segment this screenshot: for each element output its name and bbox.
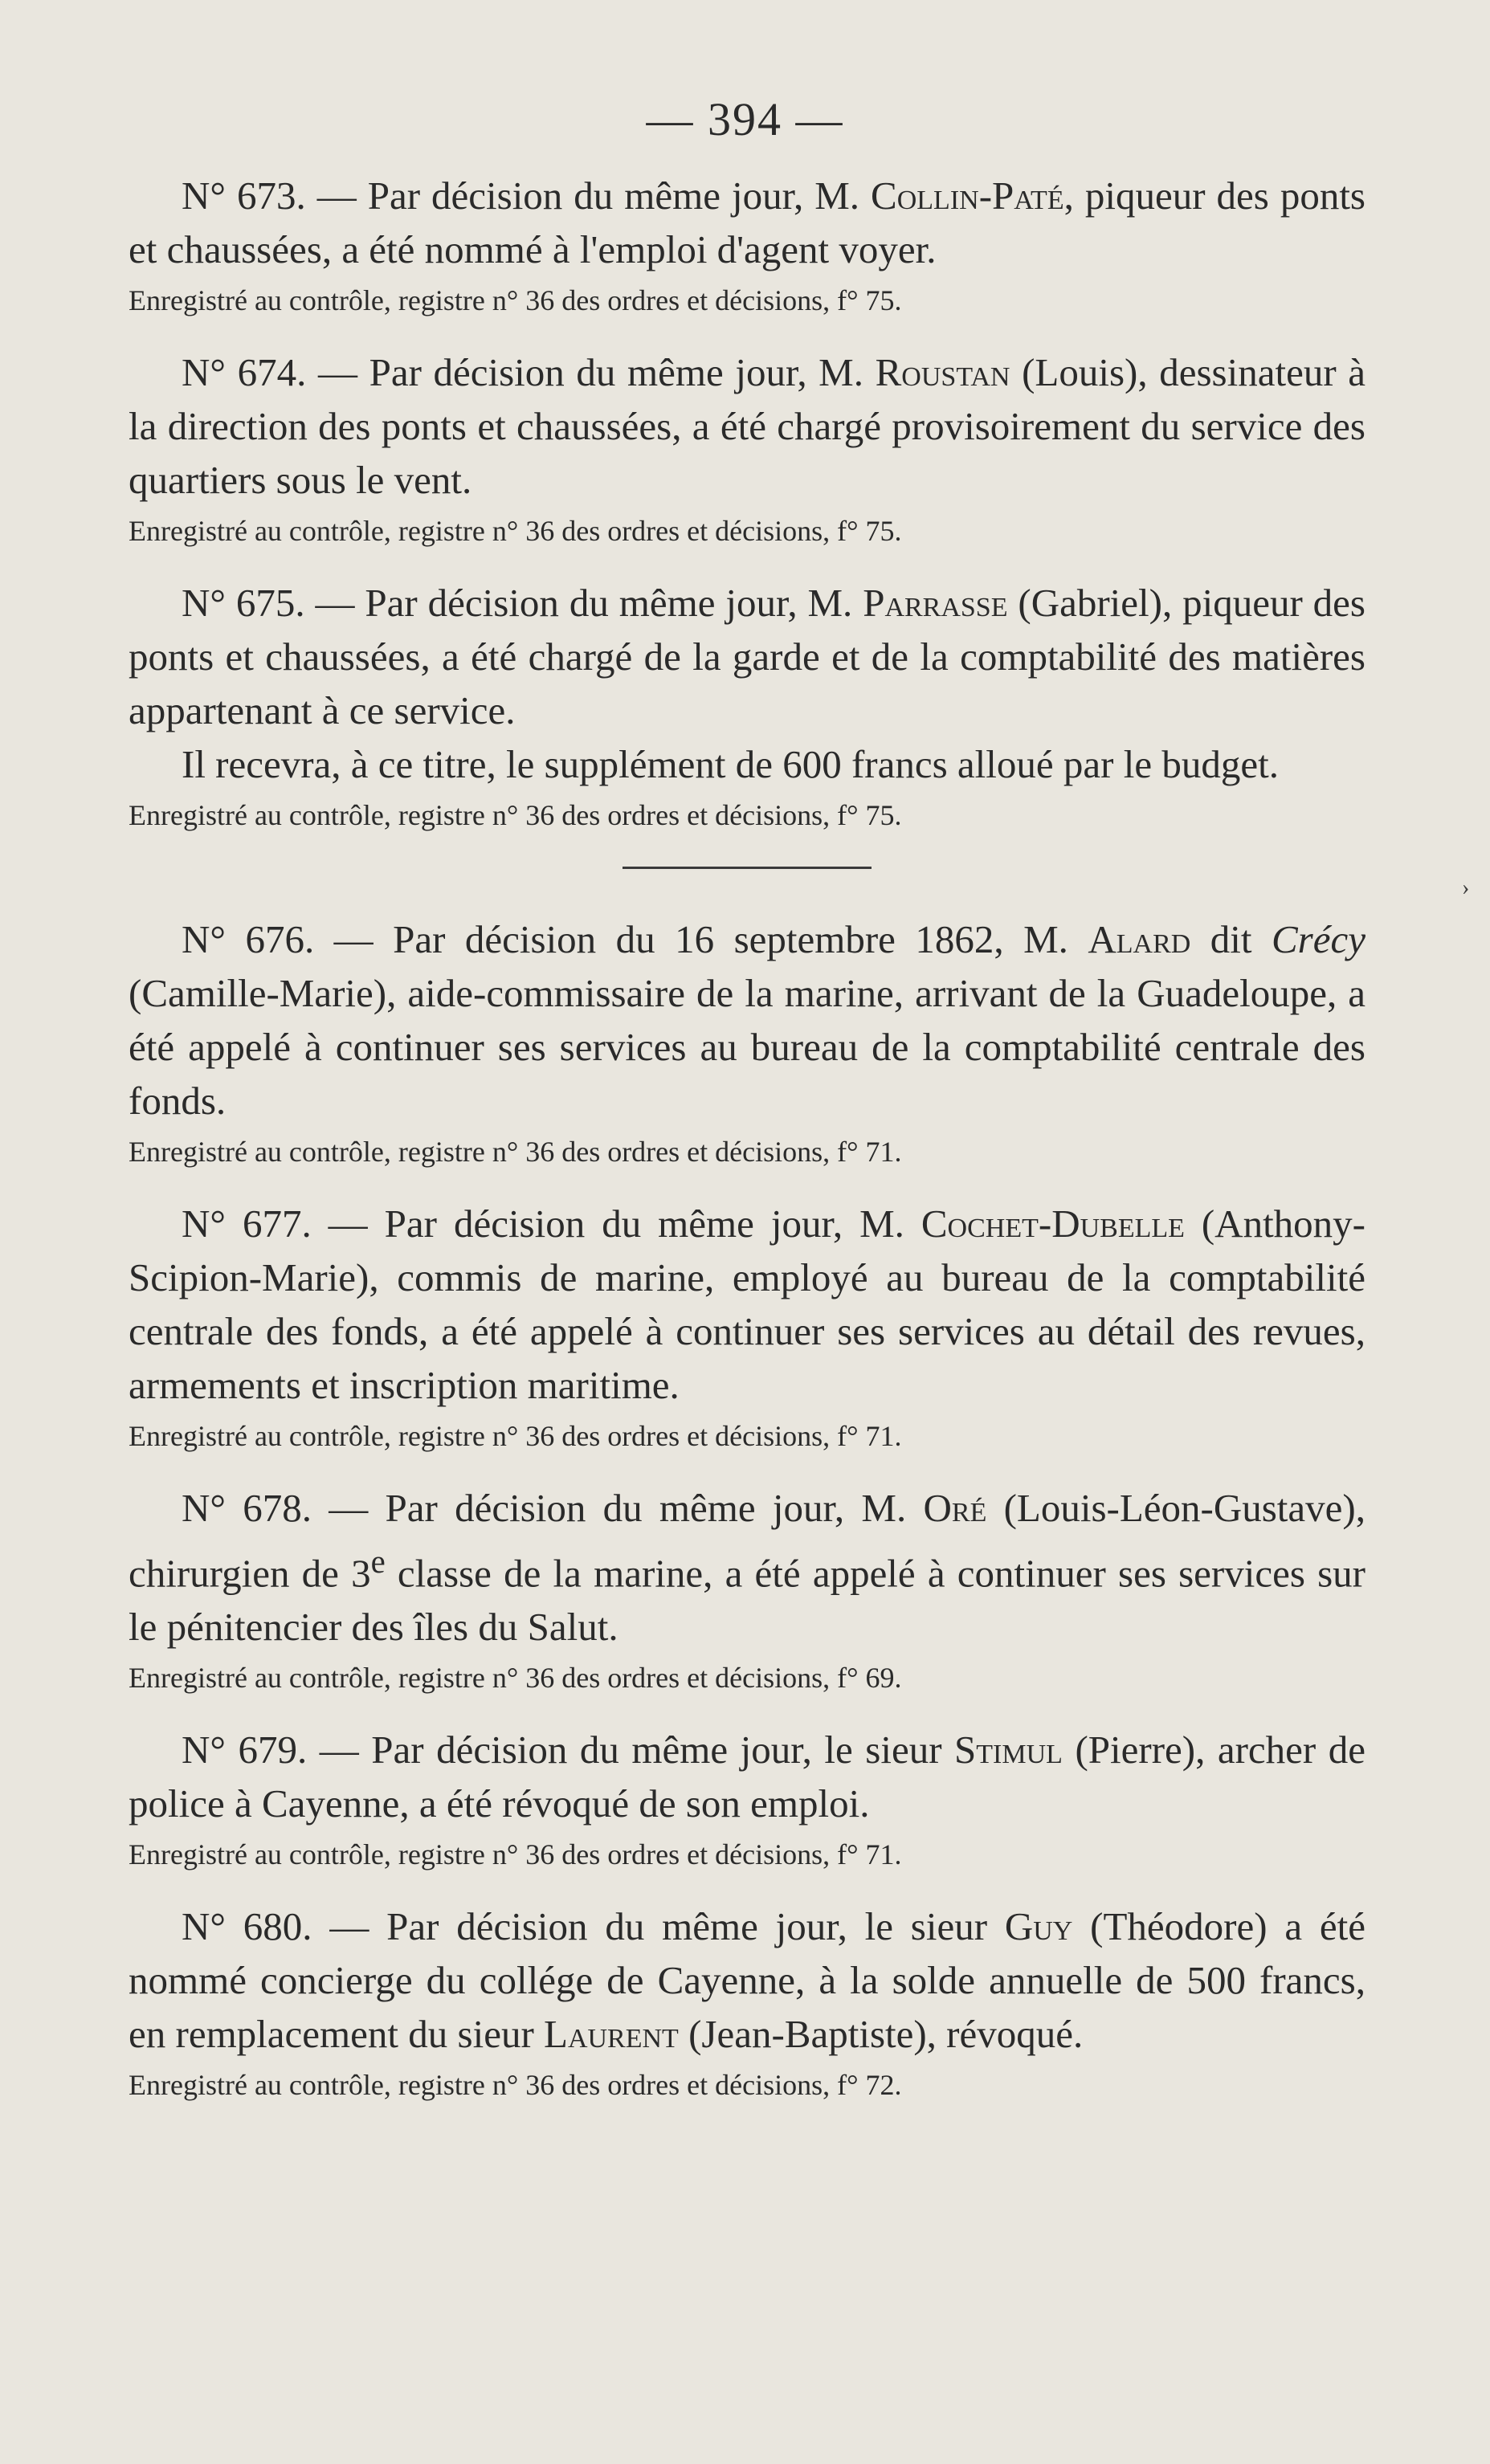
person-name: Cochet-Dubelle: [921, 1201, 1185, 1246]
entry-text: N° 673. — Par décision du même jour, M. Collin-Paté, piqueur des ponts et chaussées, a été nommé à l'emploi d'agent voyer.: [129, 173, 1365, 271]
registration-note: Enregistré au contrôle, registre n° 36 des ordres et décisions, f° 75.: [129, 284, 902, 316]
person-name: Alard: [1088, 917, 1191, 961]
entry-675: [129, 576, 1365, 838]
entry-text: N° 674. — Par décision du même jour, M. Roustan (Louis), dessinateur à la direction des ponts et chaussées, a été chargé provisoirement du service des quartiers sous le vent.: [129, 350, 1365, 502]
alias-name: Crécy: [1272, 917, 1365, 961]
registration-note: Enregistré au contrôle, registre n° 36 des ordres et décisions, f° 75.: [129, 799, 902, 831]
registration-note: Enregistré au contrôle, registre n° 36 des ordres et décisions, f° 72.: [129, 2069, 902, 2102]
entry-679: [129, 1723, 1365, 1877]
entry-677: [129, 1197, 1365, 1458]
person-name: Guy: [1004, 1904, 1073, 1949]
person-name: Laurent: [544, 2012, 679, 2057]
entry-678: [129, 1481, 1365, 1700]
person-name: Collin-Paté: [871, 173, 1064, 218]
person-name: Oré: [923, 1486, 987, 1530]
entry-680: [129, 1899, 1365, 2107]
entry-text: N° 676. — Par décision du 16 septembre 1862, M. Alard dit Crécy (Camille-Marie), aide-commissaire de la marine, arrivant de la Guadeloupe, a été appelé à continuer ses services au bureau de la comptabilité centrale des fonds.: [129, 917, 1365, 1123]
section-separator: [623, 867, 872, 869]
entry-text: N° 677. — Par décision du même jour, M. Cochet-Dubelle (Anthony-Scipion-Marie), commis de marine, employé au bureau de la comptabilité centrale des fonds, a été appelé à continuer ses services au détail des revues, armements et inscription maritime.: [129, 1201, 1365, 1407]
entry-674: [129, 345, 1365, 553]
registration-note: Enregistré au contrôle, registre n° 36 des ordres et décisions, f° 71.: [129, 1136, 902, 1168]
entry-676: [129, 912, 1365, 1174]
entry-673: [129, 169, 1365, 323]
ordinal-suffix: e: [370, 1544, 386, 1580]
person-name: Stimul: [954, 1728, 1063, 1773]
registration-note: Enregistré au contrôle, registre n° 36 des ordres et décisions, f° 71.: [129, 1420, 902, 1452]
entry-text: N° 680. — Par décision du même jour, le sieur Guy (Théodore) a été nommé concierge du collége de Cayenne, à la solde annuelle de 500 francs, en remplacement du sieur Laurent (Jean-Baptiste), révoqué.: [129, 1904, 1365, 2057]
page-number: — 394 —: [646, 93, 844, 145]
stray-print-mark: ›: [1462, 875, 1470, 900]
person-name: Parrasse: [863, 581, 1008, 625]
entry-text: N° 678. — Par décision du même jour, M. Oré (Louis-Léon-Gustave), chirurgien de 3e classe de la marine, a été appelé à continuer ses services sur le pénitencier des îles du Salut.: [129, 1486, 1365, 1650]
entry-text: N° 675. — Par décision du même jour, M. Parrasse (Gabriel), piqueur des ponts et chaussées, a été chargé de la garde et de la comptabilité des matières appartenant à ce service.: [129, 581, 1366, 732]
person-name: Roustan: [875, 350, 1010, 394]
registration-note: Enregistré au contrôle, registre n° 36 des ordres et décisions, f° 75.: [129, 515, 902, 547]
registration-note: Enregistré au contrôle, registre n° 36 des ordres et décisions, f° 69.: [129, 1662, 902, 1695]
registration-note: Enregistré au contrôle, registre n° 36 des ordres et décisions, f° 71.: [129, 1838, 902, 1871]
entry-text: N° 679. — Par décision du même jour, le sieur Stimul (Pierre), archer de police à Cayenne, a été révoqué de son emploi.: [129, 1728, 1365, 1826]
decisions-list: [129, 169, 1365, 2130]
entry-continuation: Il recevra, à ce titre, le supplément de 600 francs alloué par le budget.: [182, 742, 1279, 786]
